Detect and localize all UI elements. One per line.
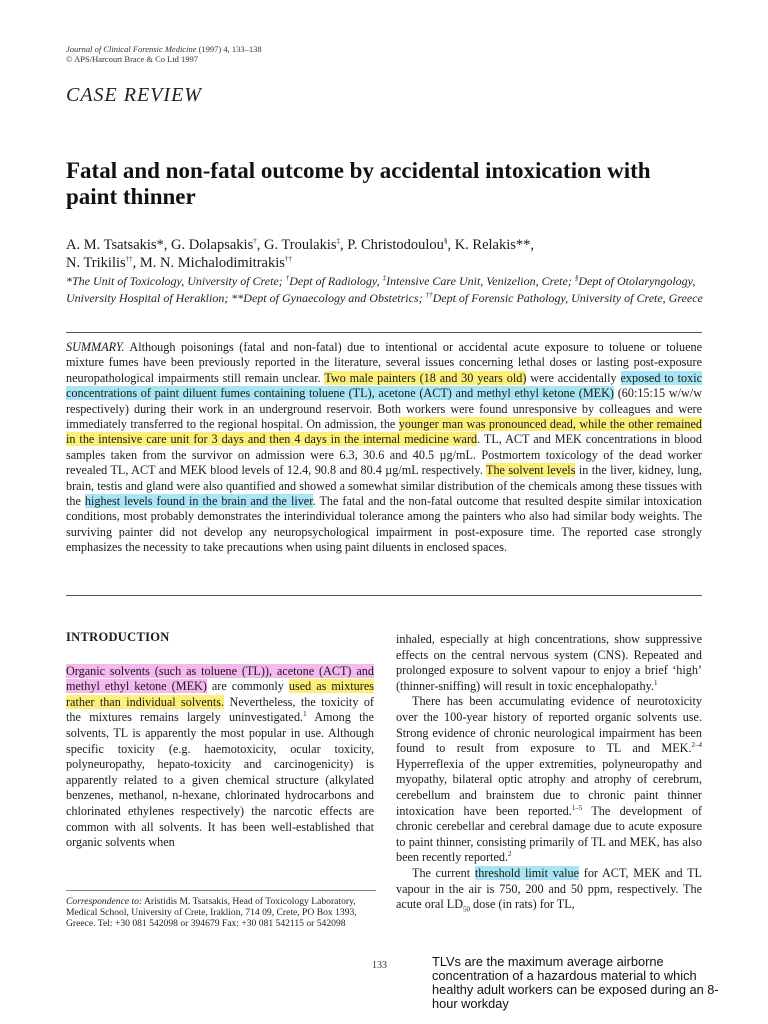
- author-list: [66, 236, 716, 272]
- summary-text: in the liver, kidney, lung, brain, testis and gland were also quantified and showed a somewhat similar distribution of the chemicals among these tissues with the: [66, 463, 702, 509]
- subscript: 50: [463, 905, 470, 914]
- intro-paragraph-1: [66, 664, 374, 851]
- tlv-annotation-note: TLVs are the maximum average airborne concentration of a hazardous material to which healthy adult workers can be exposed during an 8-hour workday: [432, 954, 719, 1011]
- author-mark: ††: [284, 255, 292, 264]
- intro-text: are commonly: [206, 679, 289, 694]
- intro-text: There has been accumulating evidence of neurotoxicity over the 100-year history of reported organic solvents use. Strong evidence of chronic neurological impairment has been found to result from exposure to TL and MEK.: [396, 694, 702, 756]
- correspondence-label: Correspondence to:: [66, 896, 143, 907]
- intro-text: inhaled, especially at high concentrations, show suppressive effects on the central nervous system (CNS). Repeated and prolonged exposure to solvent vapour to enjoy a brief ‘high’ (thinner-sniffing) will result in toxic encephalopathy.: [396, 632, 702, 693]
- intro-paragraph-2: [396, 632, 702, 694]
- intro-text: Among the solvents, TL is apparently the most popular in use. Although specific toxicity (e.g. haemotoxicity, ocular toxicity, polyneuropathy, hepato-toxicity and carcinogenicity) is apparently related to a given chemical structure (alkylated benzenes, methanol, n-hexane, chlorinated hydrocarbons and chlorinated ethylenes respectively) the narcotic effects are common with all solvents. It has been well-established that organic solvents when: [66, 710, 374, 850]
- intro-text: The current: [412, 865, 475, 880]
- summary-top-rule: [66, 332, 702, 333]
- author-text: , K. Relakis**,: [447, 237, 535, 253]
- highlight-cyan: exposed to toxic concentrations of paint diluent fumes containing toluene (TL), acetone (ACT) and methyl ethyl ketone (MEK): [66, 370, 702, 401]
- affiliation-mark: §: [574, 274, 579, 282]
- highlight-yellow: used as mixtures rather than individual solvents.: [66, 679, 374, 709]
- author-text: , G. Troulakis: [256, 237, 337, 253]
- summary-label: SUMMARY.: [66, 340, 125, 354]
- author-text: , M. N. Michalodimitrakis: [132, 255, 285, 271]
- highlight-yellow: younger man was pronounced dead, while the other remained in the intensive care unit for 3 days and then 4 days in the internal medicine ward: [66, 417, 702, 447]
- right-column: [396, 632, 702, 913]
- author-text: N. Trikilis: [66, 255, 126, 271]
- intro-paragraph-4: [396, 866, 702, 913]
- intro-text: Nevertheless, the toxicity of the mixtures remains largely uninvestigated.: [66, 694, 374, 725]
- correspondence-note: [66, 896, 378, 930]
- highlight-cyan: threshold limit value: [474, 865, 580, 880]
- correspondence-rule: [66, 890, 376, 891]
- author-text: , P. Christodoulou: [340, 237, 444, 253]
- affiliation-mark: ††: [425, 290, 433, 299]
- affiliation-mark: ‡: [382, 274, 387, 282]
- affiliation-mark: †: [285, 274, 290, 282]
- page-number: 133: [372, 960, 387, 971]
- affiliations: [66, 273, 716, 306]
- summary-text: were accidentally: [526, 370, 621, 385]
- affiliation-text: *The Unit of Toxicology, University of Crete;: [66, 274, 286, 288]
- highlight-pink: Organic solvents (such as toluene (TL)), acetone (ACT) and methyl ethyl ketone (MEK): [66, 663, 374, 694]
- intro-text: Hyperreflexia of the upper extremities, polyneuropathy and myopathy, bilateral optic atrophy and atrophy of cerebrum, cerebellum and brainstem due to chronic paint thinner intoxication have been reported.: [396, 756, 702, 818]
- highlight-cyan: highest levels found in the brain and the liver: [84, 494, 313, 509]
- article-title: Fatal and non-fatal outcome by accidental intoxication with paint thinner: [66, 158, 651, 209]
- intro-text: dose (in rats) for TL,: [470, 897, 575, 912]
- intro-text: for ACT, MEK and TL vapour in the air is 750, 200 and 50 ppm, respectively. The acute oral LD: [396, 865, 702, 912]
- reference-mark: 1: [303, 710, 307, 719]
- journal-volume: (1997) 4, 133–138: [196, 44, 262, 54]
- affiliation-text: Intensive Care Unit, Venizelion, Crete;: [386, 274, 575, 288]
- highlight-yellow: The solvent levels: [486, 463, 576, 478]
- summary-abstract: [66, 340, 702, 556]
- highlight-yellow: Two male painters (18 and 30 years old): [324, 370, 527, 385]
- journal-citation: [66, 44, 262, 64]
- summary-text: . TL, ACT and MEK concentrations in blood samples taken from the survivor on admission were 6.3, 30.6 and 40.5 µg/mL. Postmortem toxicology of the dead worker revealed TL, ACT and MEK blood levels of 12.4, 90.8 and 80.4 µg/mL respectively.: [66, 432, 702, 478]
- intro-paragraph-3: [396, 694, 702, 866]
- summary-bottom-rule: [66, 595, 702, 596]
- intro-heading: INTRODUCTION: [66, 630, 170, 644]
- affiliation-text: Dept of Forensic Pathology, University of Crete, Greece: [432, 290, 703, 305]
- intro-text: The development of chronic cerebellar and cerebral damage due to acute exposure to paint thinner, consisting primarily of TL and MEK, has also been recently reported.: [396, 803, 702, 865]
- correspondence-text: Aristidis M. Tsatsakis, Head of Toxicology Laboratory, Medical School, University of Crete, Iraklion, 714 09, Crete, PO Box 1393, Greece. Tel: +30 081 542098 or 394679 Fax: +30 081 542115 or 542098: [66, 896, 357, 930]
- author-mark: †: [253, 237, 257, 246]
- author-mark: ‡: [336, 237, 340, 246]
- section-label: CASE REVIEW: [66, 84, 202, 106]
- journal-name: Journal of Clinical Forensic Medicine: [66, 44, 197, 54]
- left-column: [66, 630, 374, 851]
- summary-text: Although poisonings (fatal and non-fatal) due to intentional or accidental acute exposure to toluene or toluene mixture fumes have been previously reported in the literature, several issues concerning lethal doses or lasting post-exposure neuropathological impairments still remain unclear.: [66, 340, 702, 385]
- affiliation-text: Dept of Otolaryngology, University Hospital of Heraklion; **Dept of Gynaecology and Obstetrics;: [66, 274, 696, 305]
- reference-mark: 1: [654, 678, 658, 687]
- reference-mark: 1–5: [571, 803, 583, 812]
- summary-text: . The fatal and the non-fatal outcome that resulted despite similar intoxication conditions, most probably demonstrates the interindividual tolerance among the painters who also had similar body weights. The surviving painter did not develop any neuropsychological impairment in post-exposure time. The reported case strongly emphasizes the necessity to take precautions when using paint diluents in enclosed spaces.: [66, 494, 703, 555]
- summary-text: (60:15:15 w/w/w respectively) during their work in an underground reservoir. Both workers were found unresponsive by colleagues and were immediately transferred to the regional hospital. On admission, the: [66, 386, 702, 432]
- author-text: A. M. Tsatsakis*, G. Dolapsakis: [66, 237, 254, 253]
- author-mark: §: [443, 237, 448, 246]
- author-mark: ††: [125, 255, 133, 264]
- affiliation-text: Dept of Radiology,: [289, 274, 383, 288]
- reference-mark: 2: [508, 850, 512, 859]
- publisher: © APS/Harcourt Brace & Co Ltd 1997: [66, 54, 199, 64]
- reference-mark: 2–4: [691, 741, 702, 750]
